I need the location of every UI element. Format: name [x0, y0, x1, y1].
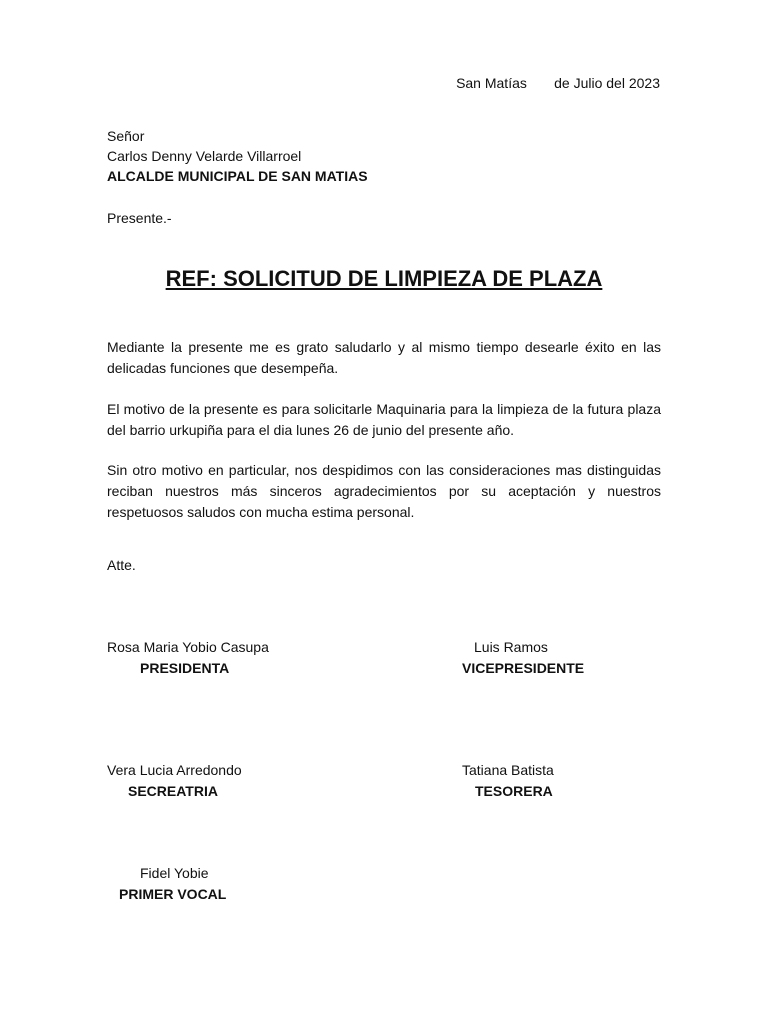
- closing: Atte.: [107, 557, 136, 573]
- signatory-role: PRIMER VOCAL: [119, 886, 227, 902]
- signatory-role: PRESIDENTA: [140, 660, 230, 676]
- recipient-name: Carlos Denny Velarde Villarroel: [107, 148, 302, 164]
- signatory-role: TESORERA: [475, 783, 553, 799]
- signatory-role: VICEPRESIDENTE: [462, 660, 585, 676]
- recipient-position: ALCALDE MUNICIPAL DE SAN MATIAS: [107, 168, 368, 184]
- reference-title: REF: SOLICITUD DE LIMPIEZA DE PLAZA: [165, 266, 603, 291]
- signatory-name: Rosa Maria Yobio Casupa: [107, 639, 269, 655]
- date-place: San Matías: [456, 75, 527, 91]
- signatory-name: Fidel Yobie: [140, 865, 209, 881]
- body-paragraph-2: El motivo de la presente es para solicitarle Maquinaria para la limpieza de la futura plaza del barrio urkupiña para el dia lunes 26 de junio del presente año.: [107, 401, 661, 438]
- recipient-presente: Presente.-: [107, 210, 172, 226]
- body-paragraph-3: Sin otro motivo en particular, nos despidimos con las consideraciones mas distinguidas reciban nuestros más sinceros agradecimientos por su aceptación y nuestros respetuosos saludos con mucha estima personal.: [107, 462, 661, 520]
- date-gap: [527, 75, 554, 91]
- signatory-name: Luis Ramos: [474, 639, 548, 655]
- signatory-name: Tatiana Batista: [462, 762, 554, 778]
- body-paragraph-1: Mediante la presente me es grato saludarlo y al mismo tiempo desearle éxito en las delicadas funciones que desempeña.: [107, 339, 661, 376]
- date-text: de Julio del 2023: [554, 75, 660, 91]
- recipient-salutation: Señor: [107, 128, 145, 144]
- date-line: [456, 73, 660, 94]
- signatory-name: Vera Lucia Arredondo: [107, 762, 242, 778]
- signatory-role: SECREATRIA: [128, 783, 218, 799]
